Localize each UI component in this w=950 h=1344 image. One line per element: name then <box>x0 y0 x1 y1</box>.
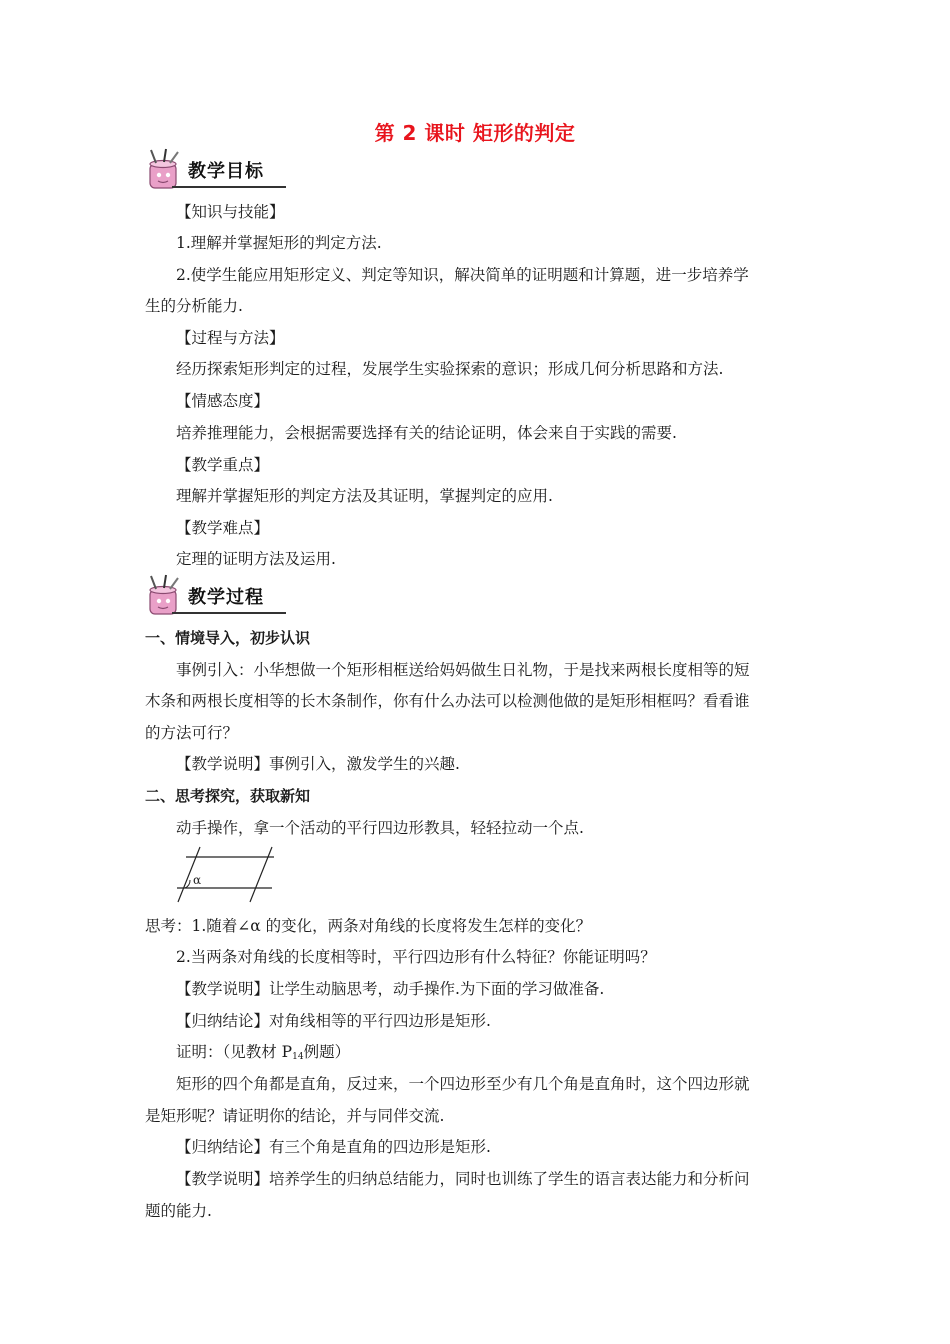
knowledge-item-2-line-1: 2.使学生能应用矩形定义、判定等知识，解决简单的证明题和计算题，进一步培养学 <box>176 266 749 284</box>
difficulty-heading: 【教学难点】 <box>176 519 270 537</box>
parallelogram-figure <box>172 844 282 906</box>
proof-reference-text: 证明：（见教材 P <box>176 1043 293 1061</box>
section-2-note-1: 【教学说明】让学生动脑思考，动手操作.为下面的学习做准备. <box>176 980 605 998</box>
section-2-note-2-line-1: 【教学说明】培养学生的归纳总结能力，同时也训练了学生的语言表达能力和分析问 <box>176 1170 750 1188</box>
think-question-1: 思考：1.随着∠α 的变化，两条对角线的长度将发生怎样的变化？ <box>145 917 592 935</box>
goals-banner <box>142 148 288 192</box>
proof-page-number: 14 <box>292 1052 304 1062</box>
section-2-note-2-line-2: 题的能力. <box>145 1202 212 1220</box>
goals-banner-label: 教学目标 <box>188 161 264 182</box>
section-1-para-line-1: 事例引入：小华想做一个矩形相框送给妈妈做生日礼物，于是找来两根长度相等的短 <box>176 661 750 679</box>
banner-underline <box>172 186 286 188</box>
conclusion-1: 【归纳结论】对角线相等的平行四边形是矩形. <box>176 1012 491 1030</box>
section-2-heading: 二、思考探究，获取新知 <box>145 787 311 805</box>
emotion-heading: 【情感态度】 <box>176 392 270 410</box>
knowledge-item-1: 1.理解并掌握矩形的判定方法. <box>176 234 382 252</box>
section-2-intro: 动手操作，拿一个活动的平行四边形教具，轻轻拉动一个点. <box>176 819 584 837</box>
key-point-text: 理解并掌握矩形的判定方法及其证明，掌握判定的应用. <box>176 487 553 505</box>
conclusion-2: 【归纳结论】有三个角是直角的四边形是矩形. <box>176 1138 491 1156</box>
proof-reference <box>176 1042 350 1067</box>
process-text: 经历探索矩形判定的过程，发展学生实验探索的意识；形成几何分析思路和方法. <box>176 360 724 378</box>
section-1-heading: 一、情境导入，初步认识 <box>145 629 311 647</box>
section-1-note: 【教学说明】事例引入，激发学生的兴趣. <box>176 755 460 773</box>
difficulty-text: 定理的证明方法及运用. <box>176 550 336 568</box>
process-banner <box>142 574 288 618</box>
section-1-para-line-2: 木条和两根长度相等的长木条制作，你有什么办法可以检测他做的是矩形相框吗？看看谁 <box>145 692 750 710</box>
key-point-heading: 【教学重点】 <box>176 456 270 474</box>
process-heading: 【过程与方法】 <box>176 329 285 347</box>
knowledge-item-2-line-2: 生的分析能力. <box>145 297 243 315</box>
banner-underline <box>172 612 286 614</box>
knowledge-heading: 【知识与技能】 <box>176 203 285 221</box>
page-title: 第 2 课时 矩形的判定 <box>374 121 576 145</box>
angle-alpha-label: α <box>193 873 202 887</box>
section-1-para-line-3: 的方法可行？ <box>145 724 239 742</box>
process-banner-label: 教学过程 <box>188 587 264 608</box>
section-2-para-line-1: 矩形的四个角都是直角，反过来，一个四边形至少有几个角是直角时，这个四边形就 <box>176 1075 750 1093</box>
proof-reference-suffix: 例题） <box>303 1043 351 1061</box>
section-2-para-line-2: 是矩形呢？请证明你的结论，并与同伴交流. <box>145 1107 445 1125</box>
think-question-2: 2.当两条对角线的长度相等时，平行四边形有什么特征？你能证明吗？ <box>176 948 656 966</box>
emotion-text: 培养推理能力，会根据需要选择有关的结论证明，体会来自于实践的需要. <box>176 424 677 442</box>
